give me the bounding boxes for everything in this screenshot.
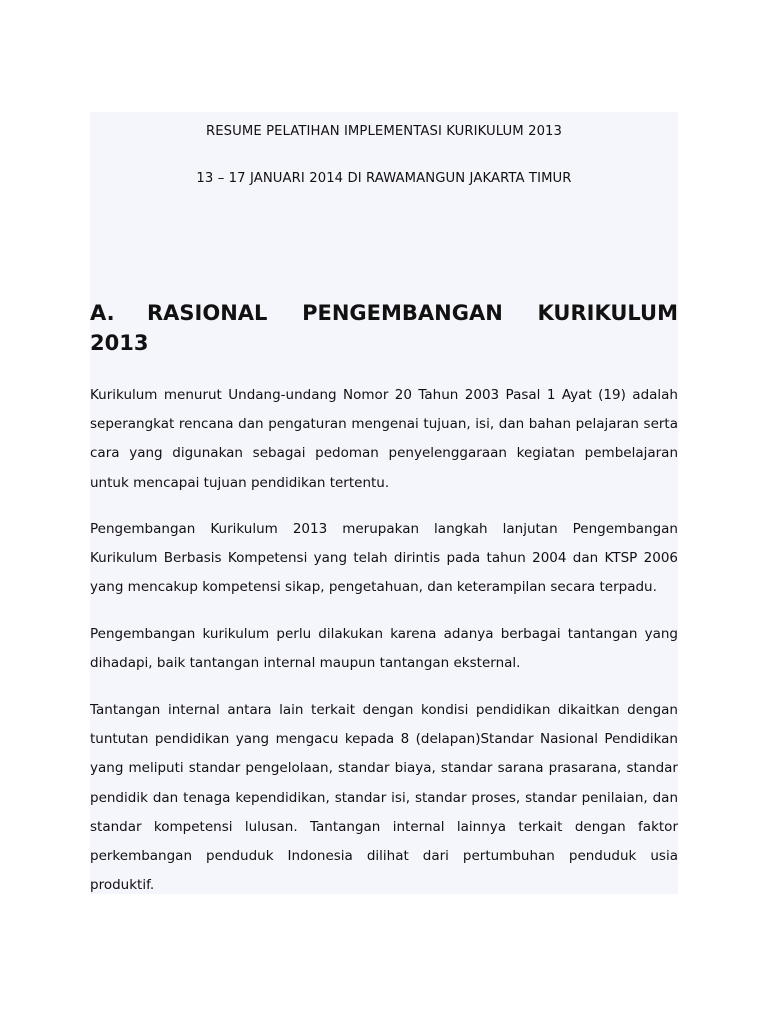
paragraph-2: Pengembangan Kurikulum 2013 merupakan langkah lanjutan Pengembangan Kurikulum Berbasis Kompetensi yang telah dirintis pada tahun 2004 dan KTSP 2006 yang mencakup kompetensi sikap, pengetahuan, dan keterampilan secara terpadu.: [90, 521, 678, 596]
document-subtitle: 13 – 17 JANUARI 2014 DI RAWAMANGUN JAKARTA TIMUR: [196, 171, 572, 186]
section-letter: A.: [90, 301, 115, 325]
paragraph-3: Pengembangan kurikulum perlu dilakukan karena adanya berbagai tantangan yang dihadapi, baik tantangan internal maupun tantangan eksternal.: [90, 626, 678, 672]
paragraph-4: Tantangan internal antara lain terkait dengan kondisi pendidikan dikaitkan dengan tuntutan pendidikan yang mengacu kepada 8 (delapan)Standar Nasional Pendidikan yang meliputi standar pengelolaan, standar biaya, standar sarana prasarana, standar pendidik dan tenaga kependidikan, standar isi, standar proses, standar penilaian, dan standar kompetensi lulusan. Tantangan internal lainnya terkait dengan faktor perkembangan penduduk Indonesia dilihat dari pertumbuhan penduduk usia produktif.: [90, 702, 678, 894]
section-title: RASIONAL PENGEMBANGAN KURIKULUM 2013: [90, 301, 678, 355]
document-title: RESUME PELATIHAN IMPLEMENTASI KURIKULUM 2013: [205, 124, 563, 139]
section-heading: [90, 298, 678, 358]
paragraph-1: Kurikulum menurut Undang-undang Nomor 20 Tahun 2003 Pasal 1 Ayat (19) adalah seperangkat rencana dan pengaturan mengenai tujuan, isi, dan bahan pelajaran serta cara yang digunakan sebagai pedoman penyelenggaraan kegiatan pembelajaran untuk mencapai tujuan pendidikan tertentu.: [90, 387, 678, 491]
document-page: [90, 112, 678, 894]
